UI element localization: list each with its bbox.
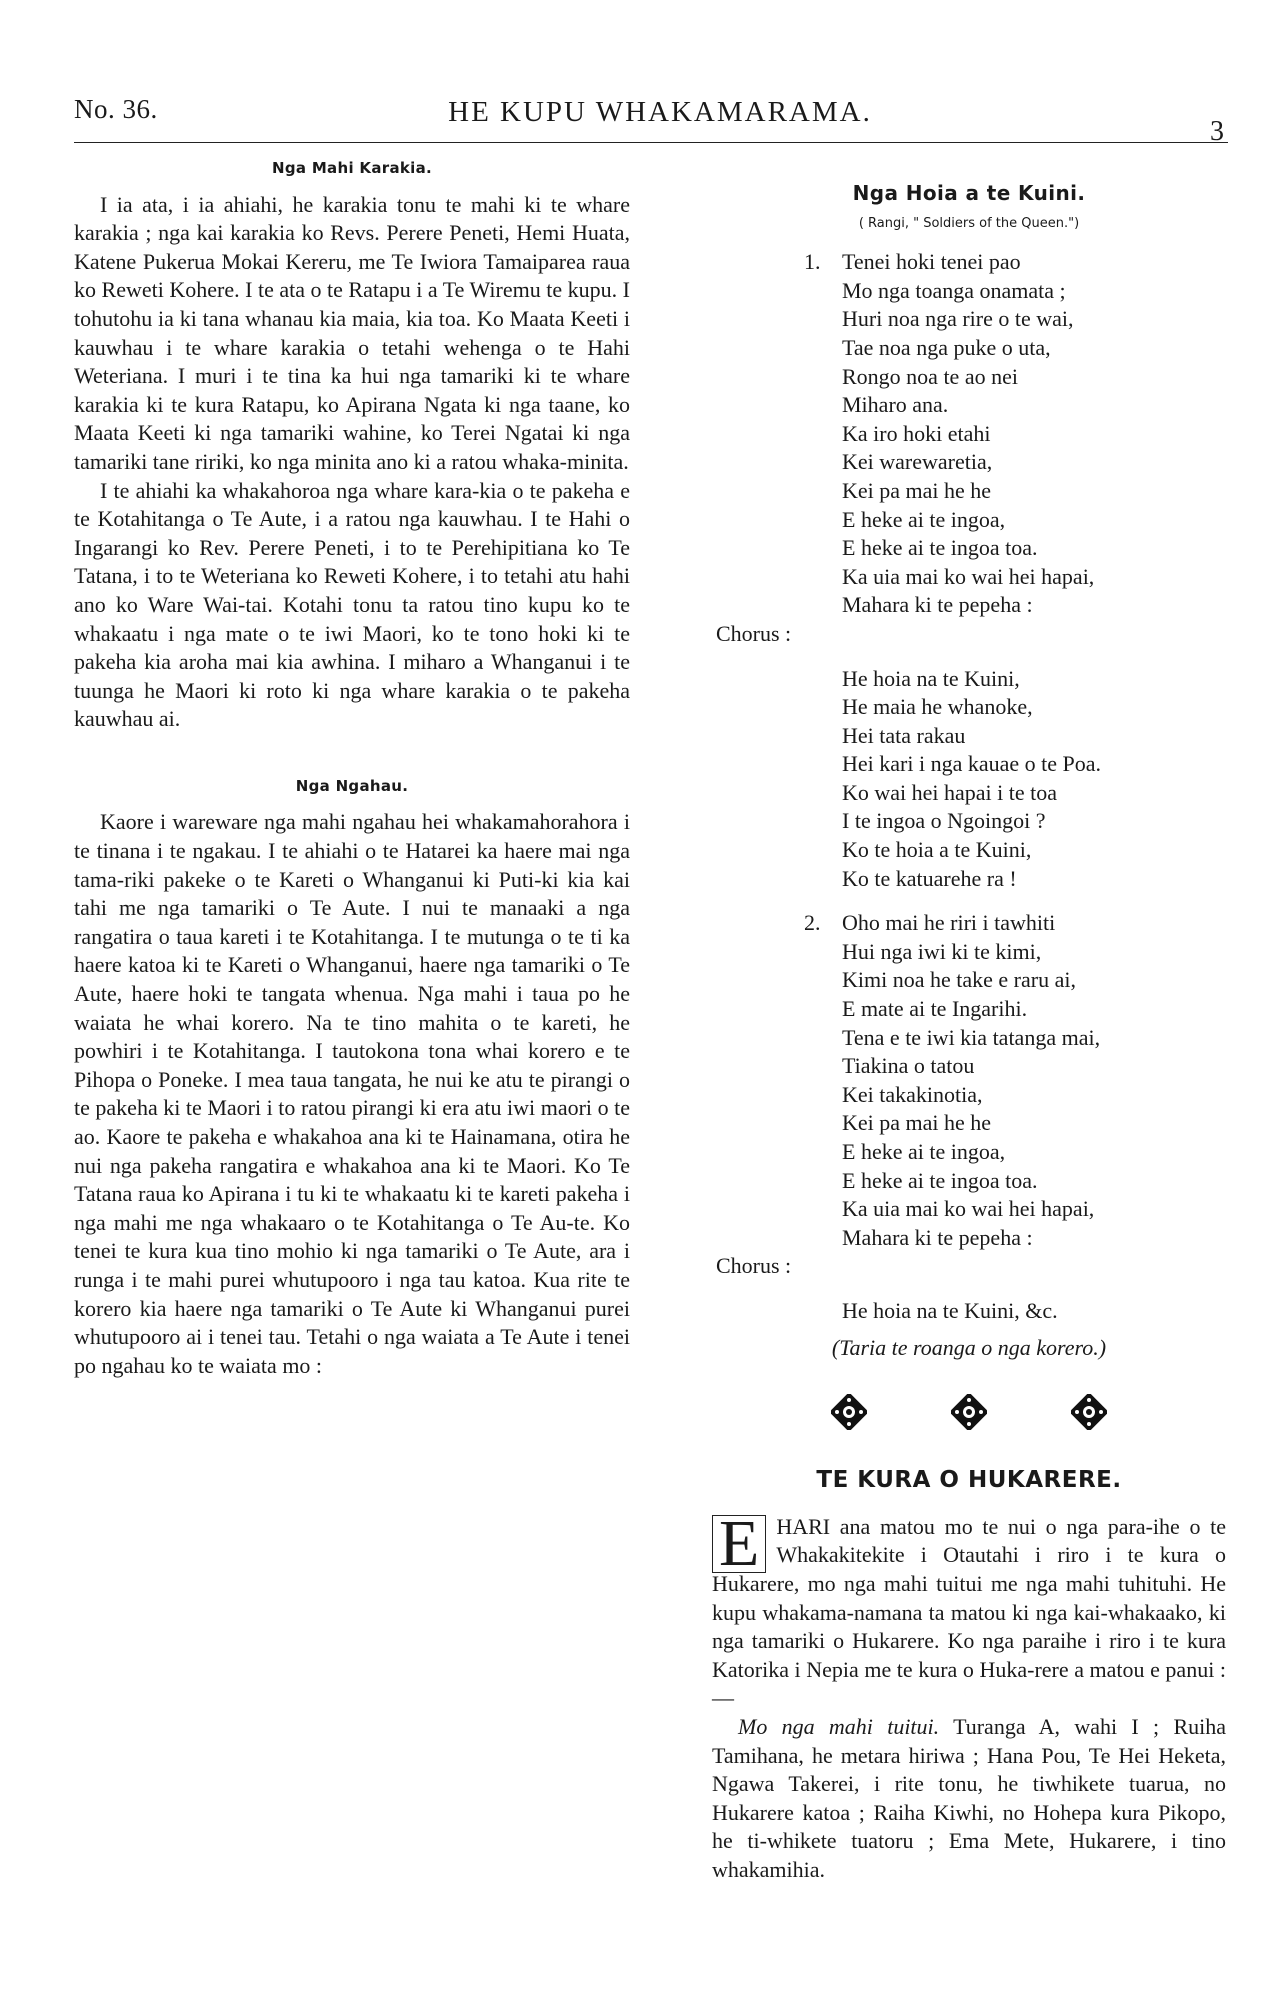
chorus-label: Chorus :	[716, 620, 792, 646]
article-paragraph	[712, 1506, 1226, 1713]
article-paragraph: I te ahiahi ka whakahoroa nga whare kara-kia o te pakeha e te Kotahitanga o Te Aute, i a ratou nga kauwhau. I te Hahi o Ingarangi ko Rev. Perere Peneti, i to te Perehipitiana ko Te Tatana, i to te Weteriana ko Reweti Kohere, i to tetahi atu hahi ano ko Ware Wai-tai. Kotahi tonu ta ratou tino kupu ko te whakaatu i nga mate o te iwi Maori, ko te tono hoki ki te pakeha kia aroha mai kia awhina. I miharo a Whanganui i te tuunga he Maori ki roto ki nga whare karakia o te pakeha kauwhau ai.	[74, 477, 630, 732]
verse-line: Mahara ki te pepeha :	[842, 592, 1033, 618]
left-column	[74, 150, 630, 1380]
chorus-line: Ko wai hei hapai i te toa	[842, 779, 1058, 805]
verse-line: Huri noa nga rire o te wai,	[842, 306, 1074, 332]
article-paragraph	[712, 1713, 1226, 1885]
chorus	[712, 665, 1226, 894]
song-heading: Nga Hoia a te Kuini.	[852, 181, 1086, 205]
header-rule	[74, 142, 1228, 143]
verse-line: Ka iro hoki etahi	[842, 420, 991, 446]
verse-line: Kei pa mai he he	[842, 1110, 992, 1136]
verse-line: Oho mai he riri i tawhiti	[842, 910, 1056, 936]
page-number: 3	[1210, 116, 1224, 147]
chorus-line: Hei kari i nga kauae o te Poa.	[842, 751, 1102, 777]
chorus-line: Ko te hoia a te Kuini,	[842, 837, 1032, 863]
floral-ornament-icon	[831, 1394, 867, 1430]
masthead-title: HE KUPU WHAKAMARAMA.	[448, 96, 872, 128]
italic-lead: Mo nga mahi tuitui.	[738, 1713, 940, 1739]
verse-line: Kei pa mai he he	[842, 477, 992, 503]
verse-line: Kei warewaretia,	[842, 449, 993, 475]
verse-number: 1.	[804, 249, 821, 275]
verse-line: Hui nga iwi ki te kimi,	[842, 938, 1042, 964]
verse-line: Kimi noa he take e raru ai,	[842, 967, 1076, 993]
verse-number: 2.	[804, 910, 821, 936]
paragraph-text: Turanga A, wahi I ; Ruiha Tamihana, he metara hiriwa ; Hana Pou, Te Hei Heketa, Ngawa Takerei, i rite tonu, he tiwhikete tuarua, no Hukarere katoa ; Raiha Kiwhi, no Hohepa kura Pikopo, he ti-whikete tuatoru ; Ema Mete, Hukarere, i tino whakamihia.	[712, 1713, 1226, 1882]
chorus-label: Chorus :	[716, 1253, 792, 1279]
verse-line: Mahara ki te pepeha :	[842, 1224, 1033, 1250]
verse-line: Tae noa nga puke o uta,	[842, 334, 1051, 360]
verse-line: E heke ai te ingoa,	[842, 1139, 1006, 1164]
chorus-short	[712, 1297, 1226, 1326]
verse-1	[712, 248, 1226, 620]
verse-line: E mate ai te Ingarihi.	[842, 996, 1028, 1022]
verse-line: Kei takakinotia,	[842, 1081, 983, 1107]
article-paragraph: I ia ata, i ia ahiahi, he karakia tonu te mahi ki te whare karakia ; nga kai karakia ko Revs. Perere Peneti, Hemi Huata, Katene Pukerua Mokai Kereru, me Te Iwiora Tamaiparea raua ko Reweti Kohere. I te ata o te Ratapu i a Te Wiremu te kupu. I tohutohu ia ki tana whanau kia maia, kia toa. Ko Maata Keeti i kauwhau i te whare karakia o tetahi wehenga o te Hahi Weteriana. I muri i te tina ka hui nga tamariki ki te whare karakia ki te kura Ratapu, ko Apirana Ngata ki nga taane, ko Maata Keeti ki nga tamariki wahine, ko Terei Ngatai ki nga tamariki tane ririki, ko nga minita ano ki a ratou whaka-minita.	[74, 191, 630, 474]
chorus-line: Ko te katuarehe ra !	[842, 865, 1017, 891]
article-paragraph: Kaore i wareware nga mahi ngahau hei whakamahorahora i te tinana i te ngakau. I te ahiahi o te Hatarei ka haere mai nga tama-riki pakeke o te Kareti o Whanganui ki Puti-ki kia kai tahi me nga tamariki o Te Aute. I nui te manaaki a nga rangatira o taua kareti i te Kotahitanga. I te mutunga o te ti ka haere katoa ki te Kareti o Whanganui, haere nga tamariki o Te Aute, haere hoki te tangata whenua. Nga mahi i taua po he waiata he whai korero. Na te tino mahita o te kareti, he powhiri i te Kotahitanga. I tautokona tona whai korero e te Pihopa o Poneke. I mea taua tangata, he nui ke atu te pirangi o te pakeha ki te Maori i to ratou pirangi ki era atu iwi maori o te ao. Kaore te pakeha e whakahoa ana ki te Hainamana, otira he nui nga pakeha rangatira e whakahoa ana ki te Maori. Ko Te Tatana raua ko Apirana i tu ki te whakaatu ki te kareti pakeha i nga mahi me nga whakaaro o te Kotahitanga o Te Au-te. Ko tenei te kura kua tino mohio ki nga tamariki o Te Aute, ara i runga i te mahi purei whutupooro i nga tau katoa. Kua rite te korero kia haere nga tamariki o Te Aute ki Whanganui purei whutupooro ai i tenei tau. Tetahi o nga waiata a Te Aute i tenei po ngahau ko te waiata mo :	[74, 809, 630, 1378]
verse-line: Mo nga toanga onamata ;	[842, 277, 1066, 303]
verse-line: E heke ai te ingoa toa.	[842, 535, 1038, 561]
verse-line: Miharo ana.	[842, 392, 949, 418]
ornament-row	[712, 1394, 1226, 1430]
section-heading-ngahau: Nga Ngahau.	[295, 776, 409, 795]
right-column	[712, 175, 1226, 1884]
continued-note: (Taria te roanga o nga korero.)	[831, 1334, 1107, 1360]
chorus-line: He hoia na te Kuini,	[842, 665, 1020, 691]
section-heading-karakia: Nga Mahi Karakia.	[271, 159, 433, 177]
section-heading-hukarere: TE KURA O HUKARERE.	[816, 1467, 1122, 1494]
verse-line: Tena e te iwi kia tatanga mai,	[842, 1024, 1101, 1050]
issue-number: No. 36.	[74, 94, 158, 124]
verse-line: Tenei hoki tenei pao	[842, 249, 1021, 275]
verse-line: Ka uia mai ko wai hei hapai,	[842, 1196, 1095, 1222]
verse-line: Ka uia mai ko wai hei hapai,	[842, 563, 1095, 589]
chorus-line: Hei tata rakau	[842, 722, 966, 748]
verse-line: Tiakina o tatou	[842, 1053, 975, 1079]
verse-line: Rongo noa te ao nei	[842, 363, 1018, 389]
chorus-line: I te ingoa o Ngoingoi ?	[842, 808, 1046, 834]
paragraph-text: HARI ana matou mo te nui o nga para-ihe o te Whakakitekite i Otautahi i riro i te kura o Hukarere, mo nga mahi tuitui me nga mahi tuhituhi. He kupu whakama-namana ta matou ki nga kai-whakaako, ki nga tamariki o Hukarere. Ko nga paraihe i riro i te kura Katorika i Nepia me te kura o Huka-rere a matou e panui :—	[712, 1513, 1226, 1711]
floral-ornament-icon	[1071, 1394, 1107, 1430]
verse-line: E heke ai te ingoa,	[842, 506, 1006, 532]
chorus-line: He maia he whanoke,	[842, 694, 1033, 720]
song-tune-note: ( Rangi, " Soldiers of the Queen.")	[858, 215, 1080, 231]
chorus-line: He hoia na te Kuini, &c.	[842, 1297, 1058, 1323]
floral-ornament-icon	[951, 1394, 987, 1430]
drop-cap: E	[712, 1515, 766, 1573]
verse-2	[712, 909, 1226, 1252]
verse-line: E heke ai te ingoa toa.	[842, 1167, 1038, 1193]
